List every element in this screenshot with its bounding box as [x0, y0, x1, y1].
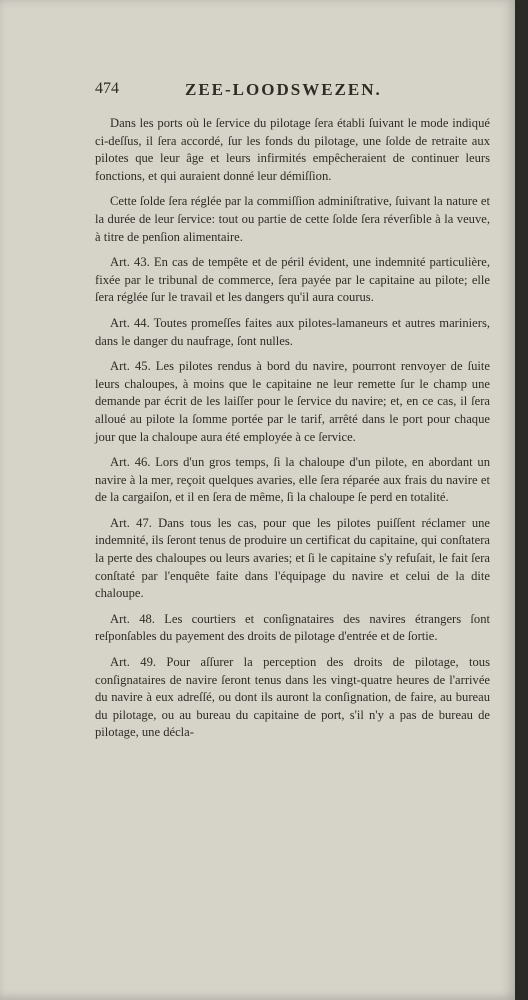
paragraph-solde: Cette ſolde ſera réglée par la commiſſion adminiſtrative, ſuivant la nature et la durée de leur ſervice: tout ou partie de cette ſolde ſera réverſible à la veuve, à titre de penſion alimentaire.: [95, 194, 490, 244]
paragraph-retraite: Dans les ports où le ſervice du pilotage ſera établi ſuivant le mode indiqué ci-deſſus, il ſera accordé, ſur les fonds du pilotage, une ſolde de retraite aux pilotes que leur âge et leurs infirmités empêcheraient de continuer leurs fonctions, et qui auraient donné leur démiſſion.: [95, 116, 490, 183]
page-body: [95, 115, 490, 750]
paragraph-art-43: Art. 43. En cas de tempête et de péril évident, une indemnité particulière, fixée par le tribunal de commerce, ſera payée par le capitaine au pilote; elle ſera réglée ſur le travail et les dangers qu'il aura courus.: [95, 255, 490, 305]
paragraph-art-46: Art. 46. Lors d'un gros temps, ſi la chaloupe d'un pilote, en abordant un navire à la mer, reçoit quelques avaries, elle ſera réparée aux frais du navire et de la cargaiſon, et il en ſera de même, ſi la chaloupe ſe perd en totalité.: [95, 455, 490, 505]
page-number: 474: [95, 80, 119, 97]
paragraph-art-49: Art. 49. Pour aſſurer la perception des droits de pilotage, tous conſignataires de navire ſeront tenus dans les vingt-quatre heures de l'arrivée du navire à eux adreſſé, ou dont ils auront la conſignation, de faire, au bureau du pilotage, ou au bureau du capitaine de port, s'il n'y a pas de bureau de pilotage, une décla-: [95, 655, 490, 740]
paragraph-art-48: Art. 48. Les courtiers et conſignataires des navires étrangers ſont reſponſables du payement des droits de pilotage d'entrée et de ſortie.: [95, 611, 490, 644]
paragraph-art-45: Art. 45. Les pilotes rendus à bord du navire, pourront renvoyer de ſuite leurs chaloupes, à moins que le capitaine ne leur remette ſur le champ une demande par écrit de les laiſſer pour le ſervice du navire; et, en ce cas, il ſera alloué au pilote la ſomme portée par le tarif, arrêté dans le port pour chaque jour que la chaloupe aura été employée à ce ſervice.: [95, 359, 490, 444]
paragraph-art-47: Art. 47. Dans tous les cas, pour que les pilotes puiſſent réclamer une indemnité, ils ſeront tenus de produire un certificat du capitaine, qui conſtatera la perte des chaloupes ou leurs avaries; et ſi le capitaine s'y refuſait, le fait ſera conſtaté par l'enquête faite dans l'équipage du navire et celui de la dite chaloupe.: [95, 515, 490, 601]
dark-margin-strip: [515, 0, 528, 1000]
running-title: ZEE-LOODSWEZEN.: [185, 80, 382, 99]
paragraph-art-44: Art. 44. Toutes promeſſes faites aux pilotes-lamaneurs et autres mariniers, dans le danger du naufrage, ſont nulles.: [95, 315, 490, 348]
